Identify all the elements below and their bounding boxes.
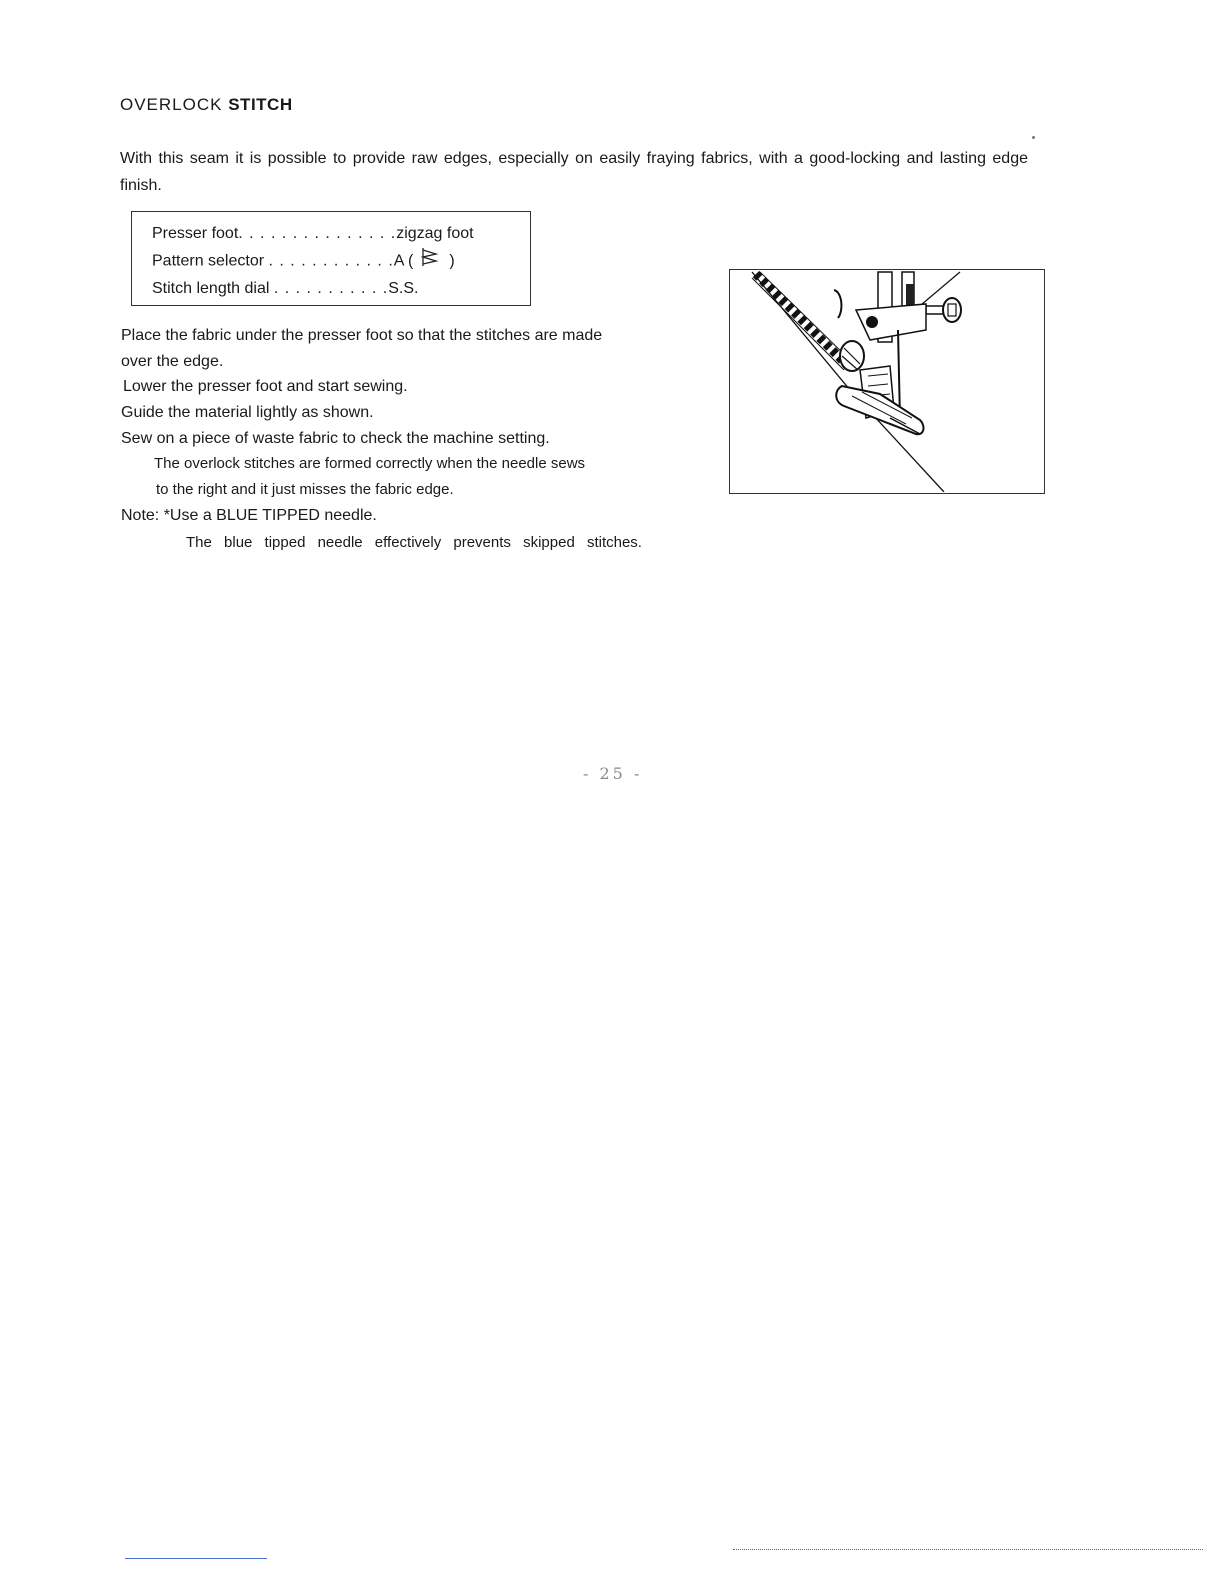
setting-row [152,276,530,302]
instruction-line: Guide the material lightly as shown. [121,404,374,421]
setting-row [152,221,530,247]
setting-value: S.S. [388,280,419,297]
footer-rule-right [733,1549,1203,1551]
note-text: *Use a BLUE TIPPED needle. [163,507,377,524]
setting-dots: . . . . . . . . . . . . [268,252,394,270]
footer-rule-left [125,1558,267,1559]
title-bold: STITCH [228,95,293,114]
setting-row [152,247,530,276]
setting-label: Stitch length dial [152,280,270,297]
setting-label: Presser foot [152,225,239,242]
page-number: - 25 - [583,764,643,783]
setting-dots: . . . . . . . . . . . . . . . [238,225,397,242]
instruction-line: Place the fabric under the presser foot so that the stitches are made [121,327,603,344]
sub-instruction-line: The overlock stitches are formed correctly when the needle sews [154,455,586,472]
overlock-stitch-pattern-icon [421,247,439,276]
setting-value: A ( [393,252,414,270]
note-line [121,503,377,529]
setting-dots: . . . . . . . . . . . [273,280,389,297]
settings-box [131,211,531,306]
instruction-line: over the edge. [121,353,224,370]
instruction-line: Sew on a piece of waste fabric to check the machine setting. [121,430,550,447]
section-title [120,95,293,115]
speck-mark [1032,136,1035,139]
intro-paragraph: With this seam it is possible to provide raw edges, especially on easily fraying fabrics, with a good-locking and lasting edge finish. [120,150,1028,194]
sub-instruction-line: to the right and it just misses the fabric edge. [156,481,454,498]
setting-value-end: ) [449,252,455,270]
note-detail: The blue tipped needle effectively prevents skipped stitches. [186,534,642,551]
setting-value: zigzag foot [396,225,474,242]
setting-label: Pattern selector [152,252,265,270]
presser-foot-figure [729,269,1045,494]
instruction-line: Lower the presser foot and start sewing. [123,378,408,395]
note-label: Note: [121,507,160,524]
title-main: OVERLOCK [120,95,223,114]
presser-foot-sewing-illustration [730,270,1043,492]
